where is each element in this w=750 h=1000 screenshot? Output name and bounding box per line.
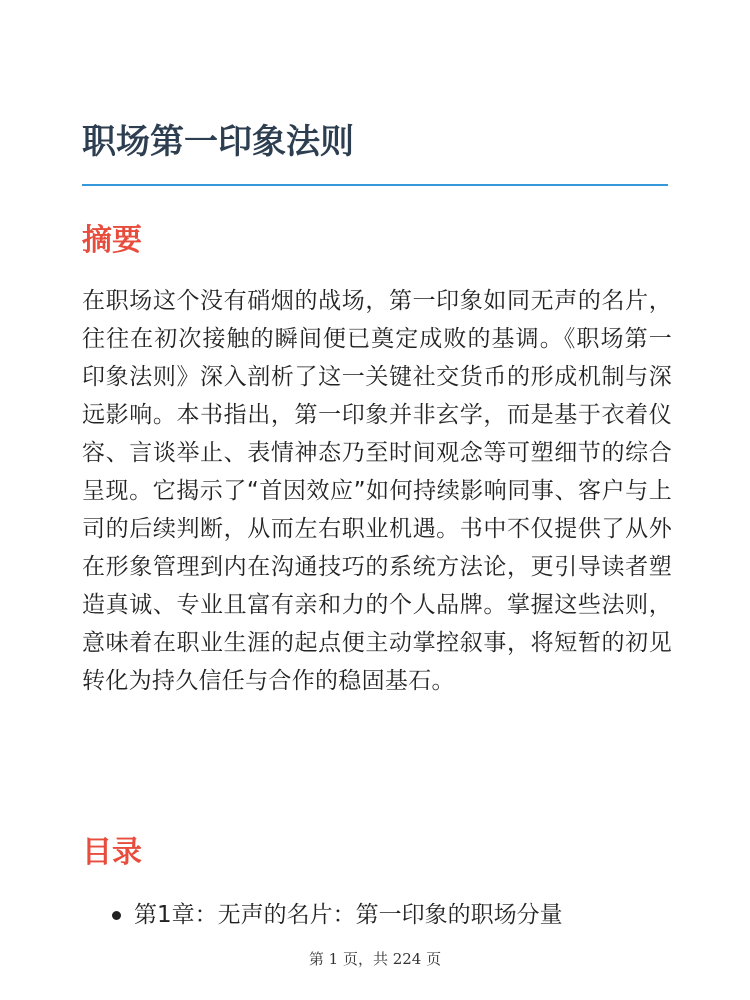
toc-item-label: 第1章：无声的名片：第一印象的职场分量 bbox=[134, 902, 563, 928]
abstract-heading: 摘要 bbox=[82, 223, 142, 258]
abstract-paragraph: 在职场这个没有硝烟的战场，第一印象如同无声的名片，往往在初次接触的瞬间便已奠定成败的基调。《职场第一印象法则》深入剖析了这一关键社交货币的形成机制与深远影响。本书指出，第一印象并非玄学，而是基于衣着仪容、言谈举止、表情神态乃至时间观念等可塑细节的综合呈现。它揭示了“首因效应”如何持续影响同事、客户与上司的后续判断，从而左右职业机遇。书中不仅提供了从外在形象管理到内在沟通技巧的系统方法论，更引导读者塑造真诚、专业且富有亲和力的个人品牌。掌握这些法则，意味着在职业生涯的起点便主动掌控叙事，将短暂的初见转化为持久信任与合作的稳固基石。 bbox=[82, 288, 672, 694]
toc-list bbox=[82, 896, 672, 934]
toc-heading: 目录 bbox=[82, 835, 142, 870]
document-title: 职场第一印象法则 bbox=[82, 122, 354, 162]
bullet-icon bbox=[112, 911, 121, 920]
toc-item bbox=[82, 896, 672, 934]
title-divider bbox=[82, 184, 668, 186]
page-number-footer: 第 1 页，共 224 页 bbox=[308, 950, 442, 968]
